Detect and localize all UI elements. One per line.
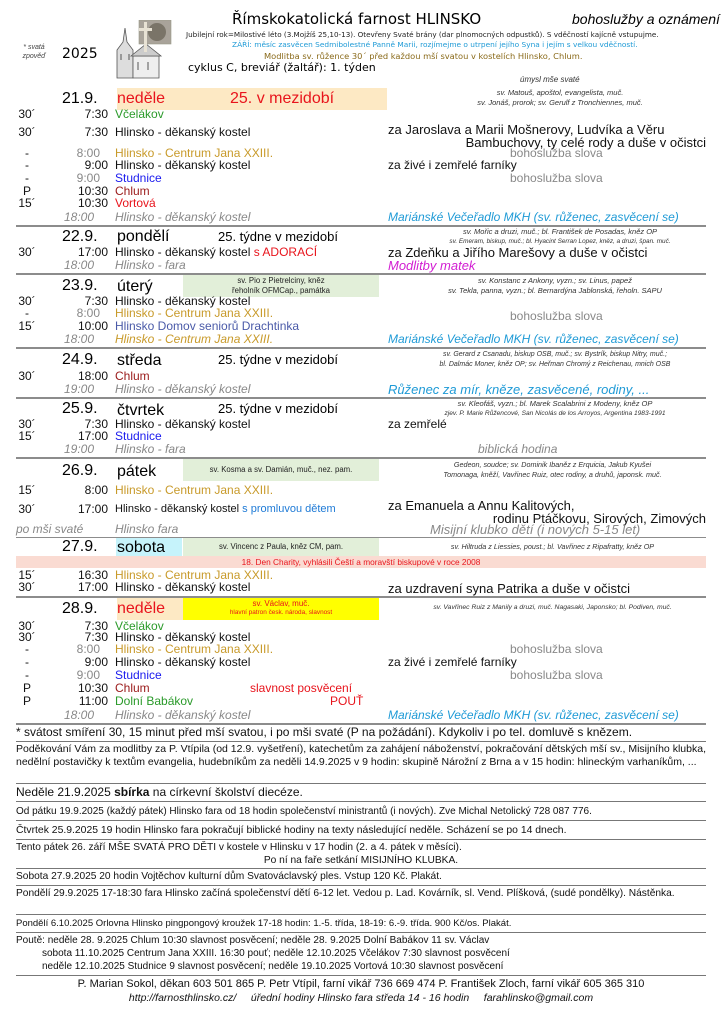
mission-club-announcement: Po ní na faře setkání MISIJNÍHO KLUBKA. — [263, 855, 459, 866]
service-time: 18:00 — [63, 210, 94, 224]
confession-minutes: - — [25, 146, 29, 160]
saints-of-day — [390, 276, 720, 296]
mass-intention: bohoslužba slova — [510, 146, 603, 160]
service-place: Hlinsko - děkanský kostel — [115, 382, 251, 396]
service-place: Hlinsko - Centrum Jana XXIII. — [115, 568, 274, 582]
service-row — [0, 383, 724, 396]
mass-intention: za uzdravení syna Patrika a duše v očistci — [388, 581, 631, 596]
dedication-feast-note: slavnost posvěcení — [250, 681, 353, 695]
service-place: Hlinsko - Centrum Jana XXIII. — [115, 332, 274, 346]
confession-minutes: 15´ — [18, 429, 36, 443]
feast-line: sv. Václav, muč. — [252, 599, 310, 608]
saints-line: sv. Mořic a druzi, muč.; bl. František de Posadas, kněz OP — [462, 227, 658, 236]
confession-minutes: 15´ — [18, 483, 36, 497]
saints-of-day — [390, 399, 720, 419]
announcement-divider — [16, 932, 706, 933]
confession-minutes: - — [25, 668, 29, 682]
service-time: 19:00 — [63, 442, 94, 456]
service-time: 8:00 — [76, 146, 100, 160]
day-date: 28.9. — [62, 600, 98, 617]
announcement-divider — [16, 820, 706, 821]
service-row — [0, 172, 724, 185]
saints-line: sv. Hiltruda z Liessies, poust.; bl. Vavřinec z Ripafratty, kněz OP — [450, 542, 655, 551]
announcement-divider — [16, 975, 706, 976]
saints-line: zjev. P. Marie Růžencové, San Nicolás de los Arroyos, Argentina 1983-1991 — [444, 410, 666, 417]
priests-contacts: P. Marian Sokol, děkan 603 501 865 P. Petr Vtípil, farní vikář 736 669 474 P. František Zloch, farní vikář 605 365 310 — [77, 978, 645, 990]
confession-minutes: 30´ — [18, 502, 36, 516]
confession-minutes: 30´ — [18, 630, 36, 644]
feast-line: sv. Kosma a sv. Damián, muč., nez. pam. — [209, 465, 353, 474]
service-row — [0, 159, 724, 172]
service-time: 7:30 — [84, 619, 108, 633]
service-time: 7:30 — [84, 107, 108, 121]
service-place: Vortová — [115, 196, 156, 210]
service-time: 9:00 — [76, 668, 100, 682]
website-link[interactable]: http://farnosthlinsko.cz/ — [128, 992, 237, 1004]
ball-announcement: Sobota 27.9.2025 20 hodin Vojtěchov kulturní dům Svatováclavský ples. Vstup 120 Kč. Plakát. — [16, 871, 442, 882]
confession-minutes: P — [22, 184, 31, 198]
service-time: 17:00 — [77, 245, 108, 259]
collection-announcement — [16, 786, 706, 799]
service-place: Hlinsko - děkanský kostel — [115, 708, 251, 722]
pilgrimage-note: POUŤ — [330, 694, 364, 708]
day-date: 24.9. — [62, 351, 98, 368]
collection-bold: sbírka — [114, 785, 150, 799]
intent-heading: úmysl mše svaté — [520, 75, 580, 84]
service-place: Hlinsko - Centrum Jana XXIII. — [115, 146, 274, 160]
service-time: 11:00 — [78, 694, 108, 708]
announcement-divider — [16, 741, 706, 742]
announcement-divider — [16, 839, 706, 840]
service-place: Studnice — [115, 668, 162, 682]
service-row — [0, 656, 724, 669]
mass-intention: za živé i zemřelé farníky — [388, 158, 517, 172]
service-time: 8:00 — [76, 642, 100, 656]
service-row — [0, 306, 724, 323]
service-place: Hlinsko - děkanský kostel — [115, 245, 251, 259]
bible-hours-announcement: Čtvrtek 25.9.2025 19 hodin Hlinsko fara pokračují biblické hodiny na texty následující neděle. Scházení se po 14 dnech. — [16, 825, 567, 836]
collection-text: na církevní školství diecéze. — [149, 785, 303, 799]
saints-of-day — [400, 88, 720, 108]
confession-minutes: 15´ — [18, 568, 36, 582]
service-place: Dolní Babákov — [115, 694, 194, 708]
saints-of-day — [385, 603, 720, 613]
confession-announcement: * svátost smíření 30, 15 minut před mší svatou, i po mši svaté (P na požádání). Kdykoliv i po tel. domluvě s knězem. — [16, 725, 633, 739]
confession-minutes: 30´ — [18, 125, 36, 139]
saints-line: sv. Gerard z Csanadu, biskup OSB, muč.; sv. Bystrík, biskup Nitry, muč.; — [442, 351, 668, 358]
collection-text: Neděle 21.9.2025 — [16, 785, 115, 799]
service-row — [0, 211, 724, 224]
service-row — [0, 709, 724, 722]
saints-of-day — [400, 227, 720, 246]
service-time: 19:00 — [63, 382, 94, 396]
announcement-divider — [16, 914, 706, 915]
service-time: 17:00 — [77, 429, 108, 443]
service-time: 7:30 — [84, 125, 108, 139]
service-place: Hlinsko - děkanský kostel — [115, 503, 240, 515]
day-name: úterý — [117, 278, 153, 295]
service-row — [0, 108, 724, 121]
service-row — [0, 484, 724, 497]
service-time: 10:30 — [77, 681, 108, 695]
service-place: Studnice — [115, 429, 162, 443]
after-mass-label: po mši svaté — [16, 522, 84, 536]
service-time: 7:30 — [84, 294, 108, 308]
service-time: 8:00 — [84, 483, 108, 497]
parish-title: Římskokatolická farnost HLINSKO — [232, 10, 482, 28]
feast-of-day — [183, 276, 379, 296]
mass-intention-cont: rodinu Ptáčkovu, Sirových, Zimových — [492, 511, 706, 526]
service-place: Chlum — [115, 184, 150, 198]
children-group-announcement: Pondělí 29.9.2025 17-18:30 fara Hlinsko začíná společenství dětí 6-12 let. Vedou p. Lad. Kovárník, sl. Vend. Plíšková, (sudé pondělky). Nástěnka. — [16, 888, 675, 899]
service-place: Hlinsko - děkanský kostel — [115, 630, 251, 644]
confession-minutes: 30´ — [18, 294, 36, 308]
year: 2025 — [62, 46, 98, 62]
ministrants-announcement: Od pátku 19.9.2025 (každý pátek) Hlinsko fara od 18 hodin společenství ministrantů (i nových). Zve Michal Netolický 728 087 776. — [16, 806, 592, 817]
saints-line: sv. Kleofáš, vyzn.; bl. Marek Scalabrini z Modeny, kněz OP — [457, 399, 653, 408]
service-place: Hlinsko - děkanský kostel — [115, 125, 251, 139]
confession-note: * svatá zpověď — [22, 44, 46, 60]
confession-minutes: P — [22, 694, 31, 708]
confession-minutes: - — [25, 655, 29, 669]
announcement-divider — [16, 885, 706, 886]
day-name: neděle — [117, 600, 166, 617]
service-row — [0, 695, 724, 708]
feast-of-day — [183, 465, 379, 475]
service-place: Hlinsko - děkanský kostel — [115, 294, 251, 308]
service-place: Hlinsko - Centrum Jana XXIII. — [115, 306, 274, 320]
service-time: 18:00 — [63, 332, 94, 346]
feast-line: hlavní patron česk. národa, slavnost — [229, 609, 333, 616]
confession-minutes: 15´ — [18, 196, 36, 210]
service-place: Studnice — [115, 171, 162, 185]
service-place: Hlinsko - děkanský kostel — [115, 210, 251, 224]
feast-line: řeholník OFMCap., památka — [232, 286, 330, 295]
pilgrimages-line-2: sobota 11.10.2025 Centrum Jana XXIII. 16:30 pouť; neděle 12.10.2025 Včelákov 7:30 slavnost posvěcení — [42, 948, 510, 959]
announcement-divider — [16, 868, 706, 869]
service-time: 8:00 — [76, 306, 100, 320]
mass-intention: bohoslužba slova — [510, 668, 603, 682]
email-link[interactable]: farahlinsko@gmail.com — [483, 992, 594, 1004]
day-date: 26.9. — [62, 462, 98, 479]
service-row — [0, 430, 724, 443]
thanks-announcement: Poděkování Vám za modlitby za P. Vtípila (od 12.9. vyšetření), katechetům za zahájení náboženství, pokračování dětských mší sv., Misijního klubka, nedělní postavičky k textům evangelia, hudebníkům za neděli 14.9.2025 v 9 hodin: skupině Nárožní z Brna a v 15 hodin: hlineckým varhaníkům, ... — [16, 743, 706, 768]
service-place: Včelákov — [115, 619, 164, 633]
day-date: 27.9. — [62, 538, 98, 555]
adoration-note: s ADORACÍ — [253, 245, 318, 259]
day-name: čtvrtek — [117, 402, 165, 419]
saints-line: bl. Dalmác Moner, kněz OP; sv. Heřman Chromý z Reichenau, mnich OSB — [439, 361, 671, 368]
feast-of-day — [183, 542, 379, 552]
service-place: Hlinsko Domov seniorů Drachtinka — [115, 319, 300, 333]
service-row — [0, 581, 724, 594]
service-time: 10:00 — [77, 319, 108, 333]
day-date: 23.9. — [62, 277, 98, 294]
page-subtitle: bohoslužby a oznámení — [572, 11, 720, 27]
mass-intention: Mariánské Večeřadlo MKH (sv. růženec, zasvěcení se) — [388, 210, 679, 224]
mass-intention: Mariánské Večeřadlo MKH (sv. růženec, zasvěcení se) — [388, 332, 679, 346]
mass-intention: za Zdeňku a Jiřího Marešovy a duše v očistci — [388, 245, 648, 260]
saints-line: Gedeon, soudce; sv. Dominik Ibaněz z Erquicia, Jakub Kyušei — [453, 460, 652, 469]
children-homily-note: s promluvou dětem — [242, 503, 336, 515]
service-place: Hlinsko - děkanský kostel — [115, 580, 251, 594]
confession-minutes: - — [25, 171, 29, 185]
confession-minutes: - — [25, 642, 29, 656]
announcement-divider — [16, 783, 706, 784]
service-row — [0, 443, 724, 456]
service-place: Hlinsko - děkanský kostel — [115, 417, 251, 431]
saints-line: sv. Tekla, panna, vyzn.; bl. Bernardýna Jablonská, řeholn. SAPU — [448, 286, 662, 295]
confession-minutes: 15´ — [18, 319, 36, 333]
day-name: neděle — [117, 90, 166, 107]
saints-line: sv. Jonáš, prorok; sv. Gerulf z Tronchiennes, muč. — [477, 98, 643, 107]
service-time: 17:00 — [77, 502, 108, 516]
day-name: pondělí — [117, 228, 170, 245]
confession-minutes: 30´ — [18, 369, 36, 383]
service-place: Hlinsko - Centrum Jana XXIII. — [115, 642, 274, 656]
service-time: 16:30 — [77, 568, 108, 582]
service-place: Chlum — [115, 681, 150, 695]
feast-line: sv. Pio z Pietrelciny, kněz — [237, 276, 325, 285]
office-hours: úřední hodiny Hlinsko fara středa 14 - 16 hodin — [250, 992, 470, 1004]
month-dedication: ZÁŘÍ: měsíc zasvěcen Sedmibolestné Panně Marii, rozjímejme o utrpení jejího Syna i jejím s velkou vděčností. — [232, 40, 638, 49]
confession-minutes: P — [22, 681, 31, 695]
mass-intention: Růženec za mír, kněze, zasvěcené, rodiny, ... — [388, 382, 650, 397]
service-time: 10:30 — [77, 184, 108, 198]
day-name: sobota — [117, 539, 166, 556]
liturgical-week: 25. týdne v mezidobí — [218, 229, 338, 244]
day-date: 25.9. — [62, 400, 98, 417]
pingpong-announcement: Pondělí 6.10.2025 Orlovna Hlinsko pingpongový kroužek 17-18 hodin: 1.-5. třída, 18-19: 6.-9. třída. 900 Kč/os. Plakát. — [16, 918, 512, 929]
day-divider — [16, 347, 706, 349]
service-place: Včelákov — [115, 107, 164, 121]
feast-line: sv. Vincenc z Paula, kněz CM, pam. — [218, 542, 344, 551]
service-place: Hlinsko - fara — [115, 258, 186, 272]
liturgical-week: 25. v mezidobí — [230, 90, 335, 107]
service-time: 7:30 — [84, 630, 108, 644]
kids-mass-announcement: Tento pátek 26. září MŠE SVATÁ PRO DĚTI v kostele v Hlinsku v 17 hodin (2. a 4. pátek v měsíci). — [16, 842, 462, 853]
confession-minutes: - — [25, 306, 29, 320]
service-time: 18:00 — [63, 258, 94, 272]
service-row — [0, 259, 724, 272]
service-place: Hlinsko fara — [115, 522, 179, 536]
service-row — [0, 669, 724, 682]
jubilee-line: Jubilejní rok=Milostivé léto (3.Mojžíš 25,10-13). Otevřeny Svaté brány (dar plnomocných odpustků). S vděčností kajícně vstupujme. — [186, 30, 659, 39]
saints-of-day — [390, 350, 720, 370]
confession-minutes: - — [25, 158, 29, 172]
service-time: 7:30 — [84, 417, 108, 431]
saints-line: sv. Matouš, apoštol, evangelista, muč. — [496, 88, 624, 97]
service-place: Chlum — [115, 369, 150, 383]
service-time: 9:00 — [76, 171, 100, 185]
service-place: Hlinsko - Centrum Jana XXIII. — [115, 483, 274, 497]
confession-minutes: 30´ — [18, 619, 36, 633]
saints-of-day — [385, 542, 720, 552]
announcement-divider — [16, 801, 706, 802]
mass-intention: Mariánské Večeřadlo MKH (sv. růženec, zasvěcení se) — [388, 708, 679, 722]
service-time: 17:00 — [77, 580, 108, 594]
mass-intention: biblická hodina — [478, 442, 558, 456]
service-row — [0, 523, 724, 536]
service-time: 9:00 — [84, 158, 108, 172]
saints-line: Tomonaga, kněží, Vavřinec Ruiz, otec rodiny, a druhů, japonsk. muč. — [443, 470, 662, 479]
saints-of-day — [385, 460, 720, 480]
footer-info — [16, 992, 706, 1005]
service-place: Hlinsko - děkanský kostel — [115, 158, 251, 172]
confession-minutes: 30´ — [18, 580, 36, 594]
day-name: pátek — [117, 463, 157, 480]
day-date: 22.9. — [62, 228, 98, 245]
mass-intention: Misijní klubko dětí (i nových 5-15 let) — [430, 522, 641, 537]
liturgical-week: 25. týdne v mezidobí — [218, 352, 338, 367]
mass-intention: za zemřelé — [388, 417, 447, 431]
liturgical-week: 25. týdne v mezidobí — [218, 401, 338, 416]
day-date: 21.9. — [62, 90, 98, 107]
mass-intention: Modlitby matek — [388, 258, 476, 273]
saints-line: sv. Vavřinec Ruiz z Manily a druzi, muč. Nagasaki, Japonsko; bl. Podiven, muč. — [433, 604, 672, 611]
charity-day-banner: 18. Den Charity, vyhlásili Čeští a moravští biskupové v roce 2008 — [16, 556, 706, 568]
service-row — [0, 197, 724, 210]
mass-intention-cont: Bambuchovy, ty celé rody a duše v očistci — [465, 135, 706, 150]
mass-intention: za Emanuela a Annu Kalitových, — [388, 498, 575, 513]
saints-line: sv. Konstanc z Ankony, vyzn.; sv. Linus, papež — [478, 276, 632, 285]
pilgrimages-line-1: Poutě: neděle 28. 9.2025 Chlum 10:30 slavnost posvěcení; neděle 28. 9.2025 Dolní Babákov 11 sv. Václav — [16, 935, 490, 946]
service-place: Hlinsko - fara — [115, 442, 186, 456]
service-row — [0, 333, 724, 346]
service-row — [0, 246, 724, 259]
mass-intention: bohoslužba slova — [510, 642, 603, 656]
saints-line: sv. Emeram, biskup, muč.; bl. Hyacint Serran Lopez, kněz, a druzi, špan. muč. — [449, 238, 671, 245]
confession-minutes: 30´ — [18, 245, 36, 259]
service-place: Hlinsko - děkanský kostel — [115, 655, 251, 669]
service-row — [0, 643, 724, 656]
feast-of-day — [183, 599, 379, 617]
confession-minutes: 30´ — [18, 107, 36, 121]
liturgical-cycle: cyklus C, breviář (žaltář): 1. týden — [188, 61, 376, 74]
mass-intention: za živé i zemřelé farníky — [388, 655, 517, 669]
mass-intention: bohoslužba slova — [510, 171, 603, 185]
service-time: 18:00 — [77, 369, 108, 383]
service-time: 18:00 — [63, 708, 94, 722]
service-time: 10:30 — [77, 196, 108, 210]
mass-intention: za Jaroslava a Marii Mošnerovy, Ludvíka a Věru — [388, 122, 665, 137]
day-name: středa — [117, 352, 162, 369]
pilgrimages-line-3: neděle 12.10.2025 Studnice 9 slavnost posvěcení; neděle 19.10.2025 Vortová 10:30 slavnost posvěcení — [42, 961, 504, 972]
rosary-note: Modlitba sv. růžence 30´ před každou mší svatou v kostelích Hlinsko, Chlum. — [264, 51, 583, 61]
church-logo-icon — [103, 20, 173, 82]
confession-minutes: 30´ — [18, 417, 36, 431]
mass-intention: bohoslužba slova — [510, 309, 603, 323]
service-time: 9:00 — [84, 655, 108, 669]
